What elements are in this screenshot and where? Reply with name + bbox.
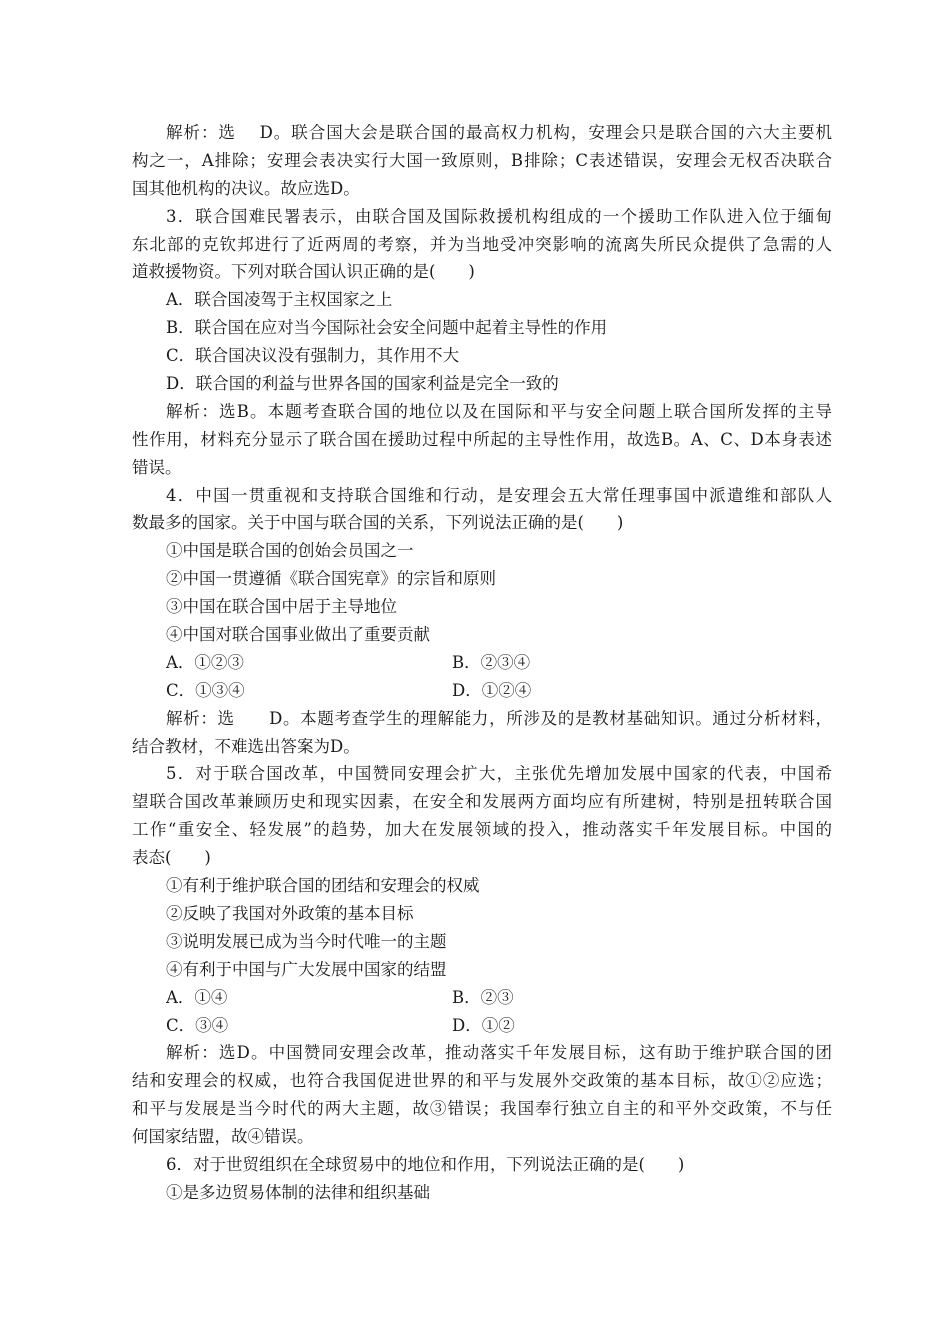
text-line: ③中国在联合国中居于主导地位 (166, 597, 397, 617)
answer-option: D．①②④ (452, 680, 532, 700)
answer-option: B．②③ (452, 987, 514, 1007)
text-line: ①是多边贸易体制的法律和组织基础 (166, 1182, 430, 1202)
document-body (132, 119, 832, 1207)
text-line: 工作“重安全、轻发展”的趋势，加大在发展领域的投入，推动落实千年发展目标。中国的 (132, 820, 832, 840)
text-line: B．联合国在应对当今国际社会安全问题中起着主导性的作用 (166, 318, 608, 338)
answer-options-row (132, 1012, 832, 1040)
text-line: 6．对于世贸组织在全球贸易中的地位和作用，下列说法正确的是( ) (166, 1154, 685, 1174)
text-line: D．联合国的利益与世界各国的国家利益是完全一致的 (166, 374, 559, 394)
text-line: 性作用，材料充分显示了联合国在援助过程中所起的主导性作用，故选B。A、C、D本身表述 (132, 429, 832, 449)
answer-options-row (132, 649, 832, 677)
answer-option: B．②③④ (452, 652, 531, 672)
text-line: 3．联合国难民署表示，由联合国及国际救援机构组成的一个援助工作队进入位于缅甸 (166, 206, 832, 226)
text-line: 国其他机构的决议。故应选D。 (132, 178, 360, 198)
text-line: ④有利于中国与广大发展中国家的结盟 (166, 959, 447, 979)
text-line: 解析：选 D。本题考查学生的理解能力，所涉及的是教材基础知识。通过分析材料， (166, 708, 832, 728)
text-line: ③说明发展已成为当今时代唯一的主题 (166, 931, 447, 951)
answer-option: A．①②③ (166, 652, 244, 672)
text-line: 错误。 (132, 457, 182, 477)
text-line: 5．对于联合国改革，中国赞同安理会扩大，主张优先增加发展中国家的代表，中国希 (166, 764, 832, 784)
answer-option: C．①③④ (166, 680, 245, 700)
text-line: 望联合国改革兼顾历史和现实因素，在安全和发展两方面均应有所建树，特别是扭转联合国 (132, 792, 832, 812)
text-line: C．联合国决议没有强制力，其作用不大 (166, 346, 460, 366)
text-line: ②中国一贯遵循《联合国宪章》的宗旨和原则 (166, 569, 496, 589)
text-line: 4．中国一贯重视和支持联合国维和行动，是安理会五大常任理事国中派遣维和部队人 (166, 485, 832, 505)
text-line: 结合教材，不难选出答案为D。 (132, 736, 360, 756)
answer-option: A．①④ (166, 987, 228, 1007)
text-line: 数最多的国家。关于中国与联合国的关系，下列说法正确的是( ) (132, 513, 624, 533)
text-line: 构之一，A排除；安理会表决实行大国一致原则，B排除；C表述错误，安理会无权否决联合 (132, 150, 832, 170)
text-line: 东北部的克钦邦进行了近两周的考察，并为当地受冲突影响的流离失所民众提供了急需的人 (132, 234, 832, 254)
text-line: A．联合国凌驾于主权国家之上 (166, 290, 393, 310)
answer-options-row (132, 984, 832, 1012)
text-line: ①中国是联合国的创始会员国之一 (166, 541, 414, 561)
text-line: 和平与发展是当今时代的两大主题，故③错误；我国奉行独立自主的和平外交政策，不与任 (132, 1099, 832, 1119)
text-line: 解析：选D。中国赞同安理会改革，推动落实千年发展目标，这有助于维护联合国的团 (166, 1043, 832, 1063)
text-line: ④中国对联合国事业做出了重要贡献 (166, 625, 430, 645)
text-line: 表态( ) (132, 848, 211, 868)
answer-options-row (132, 677, 832, 705)
text-line: 何国家结盟，故④错误。 (132, 1127, 314, 1147)
text-line: 结和安理会的权威，也符合我国促进世界的和平与发展外交政策的基本目标，故①②应选； (132, 1071, 832, 1091)
text-line: 道救援物资。下列对联合国认识正确的是( ) (132, 262, 475, 282)
text-line: ①有利于维护联合国的团结和安理会的权威 (166, 876, 480, 896)
answer-option: D．①② (452, 1015, 515, 1035)
text-line: 解析：选 D。联合国大会是联合国的最高权力机构，安理会只是联合国的六大主要机 (166, 123, 832, 142)
text-line: ②反映了我国对外政策的基本目标 (166, 903, 414, 923)
text-line: 解析：选B。本题考查联合国的地位以及在国际和平与安全问题上联合国所发挥的主导 (166, 401, 832, 421)
answer-option: C．③④ (166, 1015, 229, 1035)
